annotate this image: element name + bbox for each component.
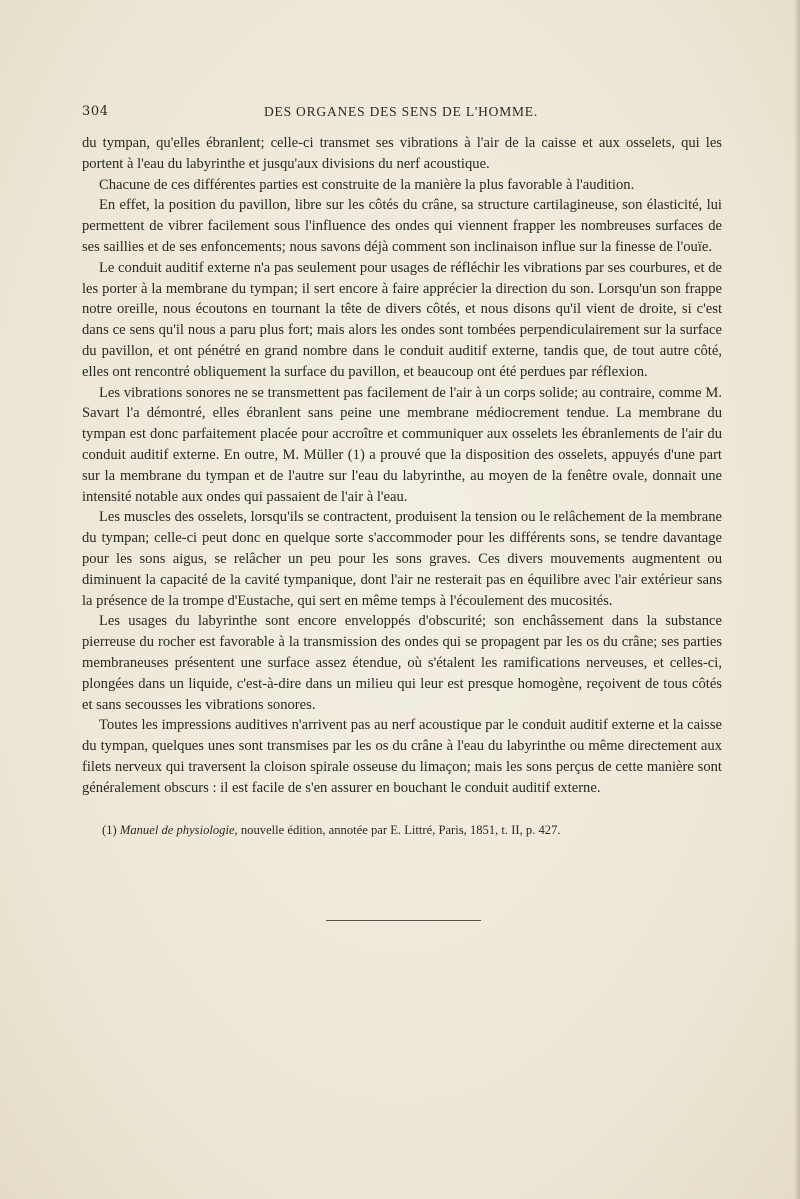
paragraph: Les muscles des osselets, lorsqu'ils se contractent, produisent la tension ou le relâchement de la membrane du tympan; celle-ci peut donc en quelque sorte s'accommoder pour les différents sons, se tendre davantage pour les sons aigus, se relâcher un peu pour les sons graves. Ces divers mouvements augmentent ou diminuent la capacité de la cavité tympanique, dont l'air ne resterait pas en équilibre avec l'air extérieur sans la présence de la trompe d'Eustache, qui sert en même temps à l'écoulement des mucosités. (82, 509, 722, 609)
paragraph: Le conduit auditif externe n'a pas seulement pour usages de réfléchir les vibrations par ses courbures, et de les porter à la membrane du tympan; il sert encore à faire apprécier la direction du son. Lorsqu'un son frappe notre oreille, nous écoutons en tournant la tête de divers côtés, et nous disons qu'il vient de droite, si c'est dans ce sens qu'il nous a paru plus fort; mais alors les ondes sont tombées perpendiculairement sur la surface du pavillon, et ont pénétré en grand nombre dans le conduit auditif externe, tandis que, de tout autre côté, elles ont rencontré obliquement la surface du pavillon, et beaucoup ont été perdues par réflexion. (82, 259, 722, 380)
body-text (82, 133, 722, 799)
footnote-citation: nouvelle édition, annotée par E. Littré, Paris, 1851, t. II, p. 427. (240, 823, 561, 837)
paragraph: Toutes les impressions auditives n'arrivent pas au nerf acoustique par le conduit auditif externe et la caisse du tympan, quelques unes sont transmises par les os du crâne à l'eau du labyrinthe ou même directement aux filets nerveux qui traversent la cloison spirale osseuse du limaçon; mais les sons perçus de cette manière sont généralement obscurs : il est facile de s'en assurer en bouchant le conduit auditif externe. (82, 717, 722, 796)
paragraph: Les vibrations sonores ne se transmettent pas facilement de l'air à un corps solide; au contraire, comme M. Savart l'a démontré, elles ébranlent sans peine une membrane médiocrement tendue. La membrane du tympan est donc parfaitement placée pour accroître et communiquer aux osselets les ébranlements de l'air du conduit auditif externe. En outre, M. Müller (1) a prouvé que la disposition des osselets, appuyés d'une part sur la membrane du tympan et de l'autre sur l'eau du labyrinthe, au moyen de la fenêtre ovale, donnait une intensité notable aux ondes qui passaient de l'air à l'eau. (82, 384, 722, 505)
footnote-title: Manuel de physiologie, (119, 823, 238, 837)
paragraph: En effet, la position du pavillon, libre sur les côtés du crâne, sa structure cartilagineuse, son élasticité, lui permettent de vibrer facilement sous l'influence des ondes qui viennent frapper les nombreuses surfaces de ses saillies et de ses enfoncements; nous savons déjà comment son inclinaison influe sur la finesse de l'ouïe. (82, 197, 722, 255)
paragraph: du tympan, qu'elles ébranlent; celle-ci transmet ses vibrations à l'air de la caisse et aux osselets, qui les portent à l'eau du labyrinthe et jusqu'aux divisions du nerf acoustique. (82, 135, 722, 172)
footnote (102, 822, 722, 838)
footnote-marker: (1) (102, 823, 117, 837)
paragraph: Les usages du labyrinthe sont encore enveloppés d'obscurité; son enchâssement dans la substance pierreuse du rocher est favorable à la transmission des ondes qui se propagent par les os du crâne; ses parties membraneuses présentent une surface assez étendue, où s'étalent les ramifications nerveuses, et celles-ci, plongées dans un liquide, c'est-à-dire dans un milieu qui leur est presque homogène, reçoivent de tous côtés et sans secousses les vibrations sonores. (82, 613, 722, 713)
page-number: 304 (82, 104, 109, 119)
paragraph: Chacune de ces différentes parties est construite de la manière la plus favorable à l'audition. (99, 176, 635, 193)
page-header (82, 104, 720, 122)
page-edge-shadow (794, 0, 800, 1199)
running-title: DES ORGANES DES SENS DE L'HOMME. (263, 104, 539, 119)
end-rule (326, 920, 481, 921)
